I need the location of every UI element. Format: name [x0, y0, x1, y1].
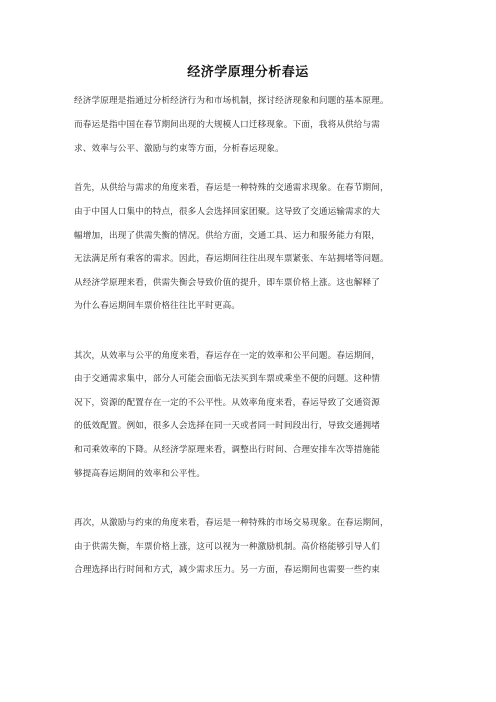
paragraph-line: 由于交通需求集中，部分人可能会面临无法买到车票或乘坐不便的问题。这种情 — [74, 374, 381, 384]
paragraph-line: 为什么春运期间车票价格往往比平时更高。 — [74, 301, 241, 311]
paragraph-line: 由于供需失衡，车票价格上涨，这可以视为一种激励机制。高价格能够引导人们 — [74, 542, 381, 552]
paragraph-line: 经济学原理是指通过分析经济行为和市场机制，探讨经济现象和问题的基本原理。 — [74, 96, 389, 106]
paragraph-line: 够提高春运期间的效率和公平性。 — [74, 469, 206, 479]
paragraph-line: 况下，资源的配置存在一定的不公平性。从效率角度来看，春运导致了交通资源 — [74, 398, 381, 408]
paragraph-line: 再次，从激励与约束的角度来看，春运是一种特殊的市场交易现象。在春运期间， — [74, 518, 389, 528]
paragraph-line: 求、效率与公平、激励与约束等方面，分析春运现象。 — [74, 144, 284, 154]
paragraph-line: 而春运是指中国在春节期间出现的大规模人口迁移现象。下面，我将从供给与需 — [74, 120, 381, 130]
paragraph-line: 首先，从供给与需求的角度来看，春运是一种特殊的交通需求现象。在春节期间， — [74, 183, 389, 193]
paragraph-line: 的低效配置。例如，很多人会选择在同一天或者同一时间段出行，导致交通拥堵 — [74, 421, 381, 431]
paragraph-line: 从经济学原理来看，供需失衡会导致价值的提升，即车票价格上涨。这也解释了 — [74, 278, 381, 288]
paragraph-line: 和司乘效率的下降。从经济学原理来看，调整出行时间、合理安排车次等措施能 — [74, 445, 381, 455]
paragraph-line: 合理选择出行时间和方式，减少需求压力。另一方面，春运期间也需要一些约束 — [74, 565, 381, 575]
paragraph-line: 无法满足所有乘客的需求。因此，春运期间往往出现车票紧张、车站拥堵等问题。 — [74, 254, 389, 264]
paragraph-line: 由于中国人口集中的特点，很多人会选择回家团聚。这导致了交通运输需求的大 — [74, 207, 381, 217]
paragraph-line: 其次，从效率与公平的角度来看，春运存在一定的效率和公平问题。春运期间， — [74, 351, 381, 361]
document-title: 经济学原理分析春运 — [187, 65, 309, 80]
paragraph-line: 幅增加，出现了供需失衡的情况。供给方面，交通工具、运力和服务能力有限， — [74, 231, 381, 241]
